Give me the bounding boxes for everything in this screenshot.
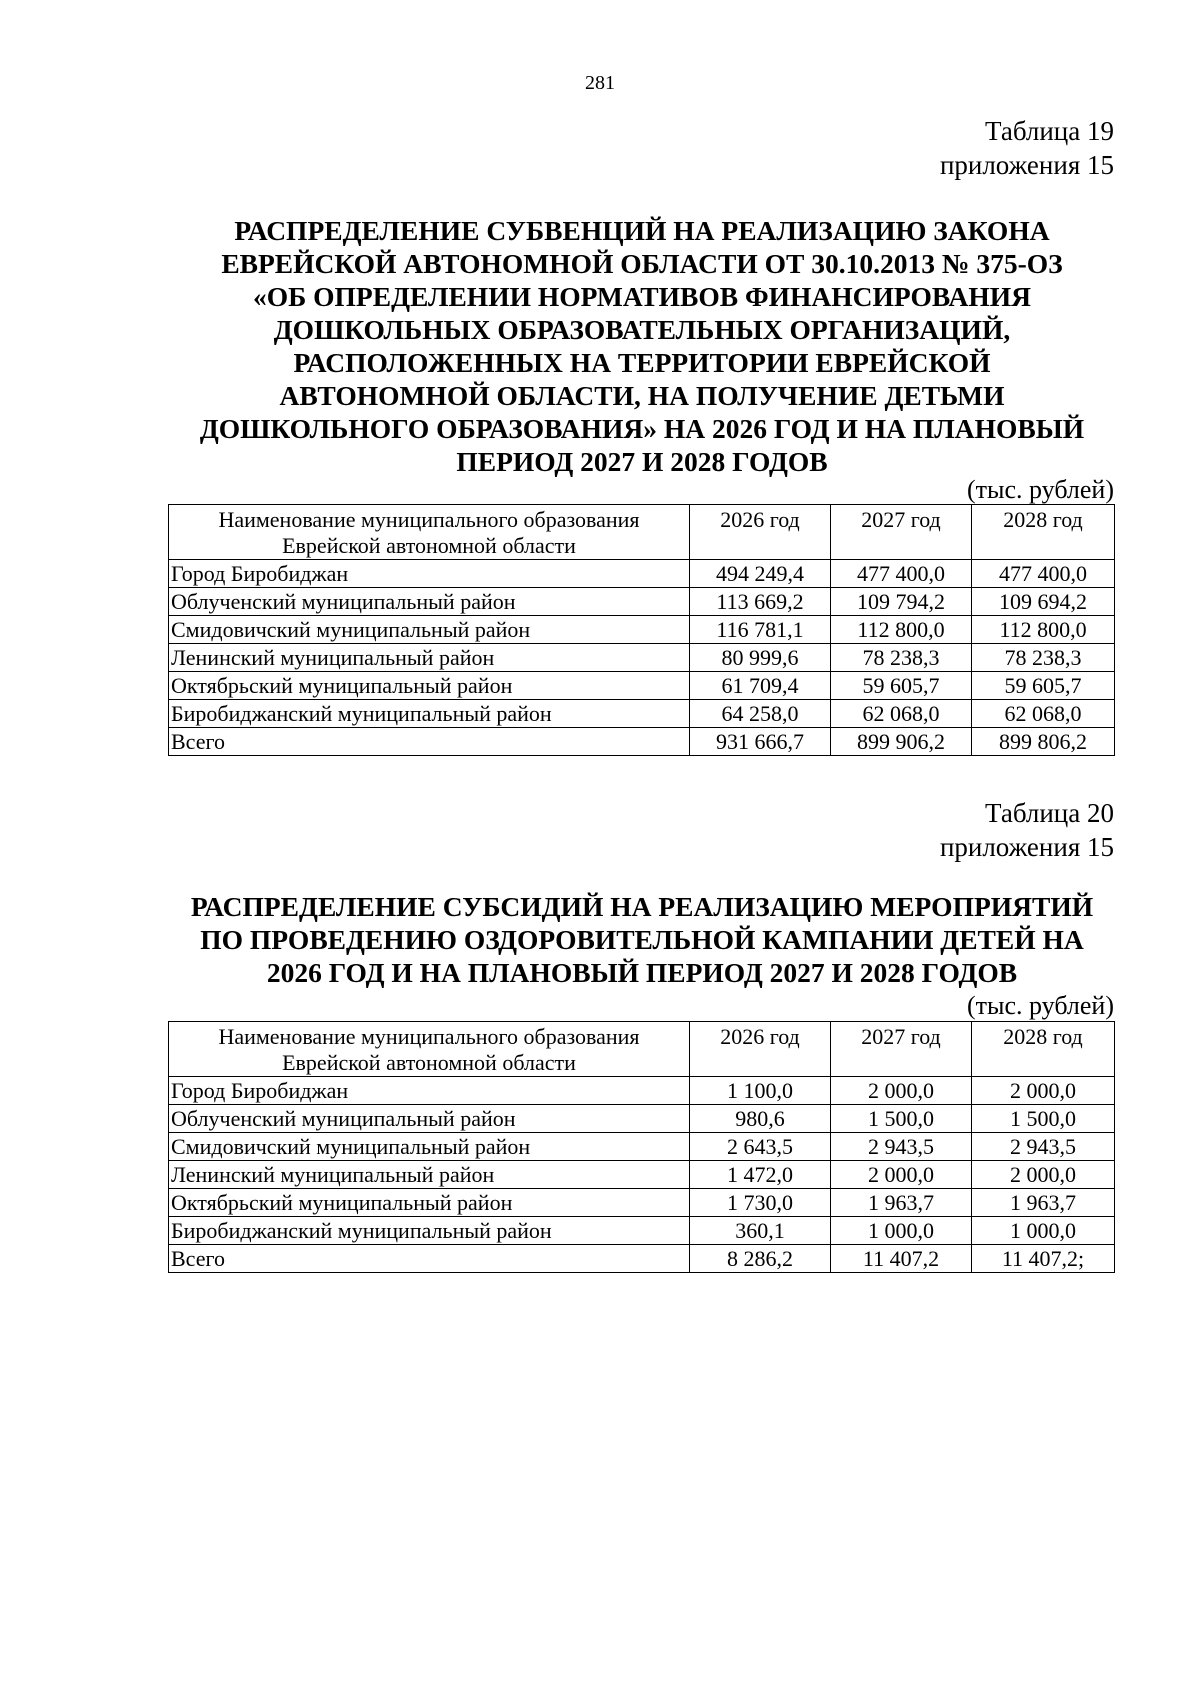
table20-title-line: 2026 ГОД И НА ПЛАНОВЫЙ ПЕРИОД 2027 И 2028 ГОДОВ [266, 957, 1018, 988]
table-row [169, 1105, 1115, 1133]
value-2026: 64 258,0 [690, 700, 831, 728]
value-2027: 1 963,7 [831, 1189, 972, 1217]
table-row [169, 588, 1115, 616]
table-row [169, 560, 1115, 588]
value-2026: 8 286,2 [690, 1245, 831, 1273]
value-2027: 2 000,0 [831, 1161, 972, 1189]
value-2028: 112 800,0 [972, 616, 1115, 644]
row-name: Биробиджанский муниципальный район [169, 700, 690, 728]
value-2026: 360,1 [690, 1217, 831, 1245]
table-row [169, 672, 1115, 700]
value-2026: 1 100,0 [690, 1077, 831, 1105]
row-name: Город Биробиджан [169, 560, 690, 588]
table-row [169, 1133, 1115, 1161]
row-name: Ленинский муниципальный район [169, 644, 690, 672]
value-2027: 11 407,2 [831, 1245, 972, 1273]
value-2028: 109 694,2 [972, 588, 1115, 616]
row-name: Октябрьский муниципальный район [169, 1189, 690, 1217]
row-name: Октябрьский муниципальный район [169, 672, 690, 700]
table-row [169, 616, 1115, 644]
table19-caption-appendix: приложения 15 [939, 150, 1114, 180]
row-name: Биробиджанский муниципальный район [169, 1217, 690, 1245]
table19-title-line: «ОБ ОПРЕДЕЛЕНИИ НОРМАТИВОВ ФИНАНСИРОВАНИЯ [252, 281, 1032, 312]
value-2028: 899 806,2 [972, 728, 1115, 756]
value-2028: 1 500,0 [972, 1105, 1115, 1133]
value-2027: 1 500,0 [831, 1105, 972, 1133]
table20-header-2026: 2026 год [690, 1022, 831, 1077]
table19-title-line: АВТОНОМНОЙ ОБЛАСТИ, НА ПОЛУЧЕНИЕ ДЕТЬМИ [279, 380, 1005, 411]
table19-header-name-line2: Еврейской автономной области [282, 533, 576, 558]
row-name: Ленинский муниципальный район [169, 1161, 690, 1189]
table19-header-name-line1: Наименование муниципального образования [218, 507, 640, 532]
table19-units: (тыс. рублей) [966, 475, 1114, 504]
value-2028: 2 000,0 [972, 1077, 1115, 1105]
table19-caption [940, 114, 1114, 182]
table-row [169, 700, 1115, 728]
table-row [169, 1217, 1115, 1245]
value-2027: 112 800,0 [831, 616, 972, 644]
row-name: Всего [169, 1245, 690, 1273]
value-2028: 59 605,7 [972, 672, 1115, 700]
row-name: Всего [169, 728, 690, 756]
table-row-total [169, 1245, 1115, 1273]
table20-header-name-line2: Еврейской автономной области [282, 1050, 576, 1075]
value-2026: 2 643,5 [690, 1133, 831, 1161]
value-2027: 109 794,2 [831, 588, 972, 616]
table-row-total [169, 728, 1115, 756]
row-name: Смидовичский муниципальный район [169, 616, 690, 644]
value-2027: 2 943,5 [831, 1133, 972, 1161]
value-2026: 113 669,2 [690, 588, 831, 616]
table20-units: (тыс. рублей) [966, 991, 1114, 1020]
table20-title-line: ПО ПРОВЕДЕНИЮ ОЗДОРОВИТЕЛЬНОЙ КАМПАНИИ ДЕТЕЙ НА [200, 924, 1084, 955]
table20-caption-number: Таблица 20 [985, 798, 1114, 828]
table20 [168, 1021, 1115, 1273]
table-row [169, 1189, 1115, 1217]
value-2027: 899 906,2 [831, 728, 972, 756]
table20-header-2027: 2027 год [831, 1022, 972, 1077]
table19-title-line: ДОШКОЛЬНОГО ОБРАЗОВАНИЯ» НА 2026 ГОД И НА ПЛАНОВЫЙ [199, 413, 1085, 444]
value-2026: 1 472,0 [690, 1161, 831, 1189]
value-2026: 494 249,4 [690, 560, 831, 588]
table19-header-name [169, 505, 690, 560]
table-row [169, 644, 1115, 672]
value-2027: 1 000,0 [831, 1217, 972, 1245]
value-2026: 61 709,4 [690, 672, 831, 700]
table19 [168, 504, 1115, 756]
table19-title-line: РАСПРЕДЕЛЕНИЕ СУБВЕНЦИЙ НА РЕАЛИЗАЦИЮ ЗАКОНА [234, 215, 1050, 246]
page-number: 281 [585, 72, 615, 94]
table20-header-name-line1: Наименование муниципального образования [218, 1024, 640, 1049]
table-row [169, 1077, 1115, 1105]
row-name: Облученский муниципальный район [169, 1105, 690, 1133]
row-name: Облученский муниципальный район [169, 588, 690, 616]
table20-caption [940, 796, 1114, 864]
table20-header-2028: 2028 год [972, 1022, 1115, 1077]
table20-title [150, 890, 1134, 989]
value-2028: 1 000,0 [972, 1217, 1115, 1245]
value-2027: 59 605,7 [831, 672, 972, 700]
value-2028: 11 407,2; [972, 1245, 1115, 1273]
value-2028: 62 068,0 [972, 700, 1115, 728]
value-2026: 80 999,6 [690, 644, 831, 672]
table19-title-line: РАСПОЛОЖЕННЫХ НА ТЕРРИТОРИИ ЕВРЕЙСКОЙ [293, 347, 991, 378]
value-2026: 116 781,1 [690, 616, 831, 644]
table19-header-2028: 2028 год [972, 505, 1115, 560]
table20-header-row [169, 1022, 1115, 1077]
value-2027: 477 400,0 [831, 560, 972, 588]
value-2028: 477 400,0 [972, 560, 1115, 588]
value-2028: 2 000,0 [972, 1161, 1115, 1189]
value-2026: 980,6 [690, 1105, 831, 1133]
value-2027: 78 238,3 [831, 644, 972, 672]
value-2028: 1 963,7 [972, 1189, 1115, 1217]
value-2027: 2 000,0 [831, 1077, 972, 1105]
table19-header-2027: 2027 год [831, 505, 972, 560]
value-2026: 931 666,7 [690, 728, 831, 756]
table19-title [150, 214, 1134, 478]
row-name: Смидовичский муниципальный район [169, 1133, 690, 1161]
table-row [169, 1161, 1115, 1189]
table19-header-row [169, 505, 1115, 560]
table20-caption-appendix: приложения 15 [939, 832, 1114, 862]
value-2028: 78 238,3 [972, 644, 1115, 672]
table19-title-line: ПЕРИОД 2027 И 2028 ГОДОВ [456, 446, 828, 477]
table19-caption-number: Таблица 19 [985, 116, 1114, 146]
table20-title-line: РАСПРЕДЕЛЕНИЕ СУБСИДИЙ НА РЕАЛИЗАЦИЮ МЕРОПРИЯТИЙ [190, 891, 1094, 922]
value-2028: 2 943,5 [972, 1133, 1115, 1161]
value-2026: 1 730,0 [690, 1189, 831, 1217]
table19-title-line: ДОШКОЛЬНЫХ ОБРАЗОВАТЕЛЬНЫХ ОРГАНИЗАЦИЙ, [273, 314, 1011, 345]
table19-title-line: ЕВРЕЙСКОЙ АВТОНОМНОЙ ОБЛАСТИ ОТ 30.10.2013 № 375-ОЗ [221, 248, 1063, 279]
table20-header-name [169, 1022, 690, 1077]
row-name: Город Биробиджан [169, 1077, 690, 1105]
value-2027: 62 068,0 [831, 700, 972, 728]
table19-header-2026: 2026 год [690, 505, 831, 560]
